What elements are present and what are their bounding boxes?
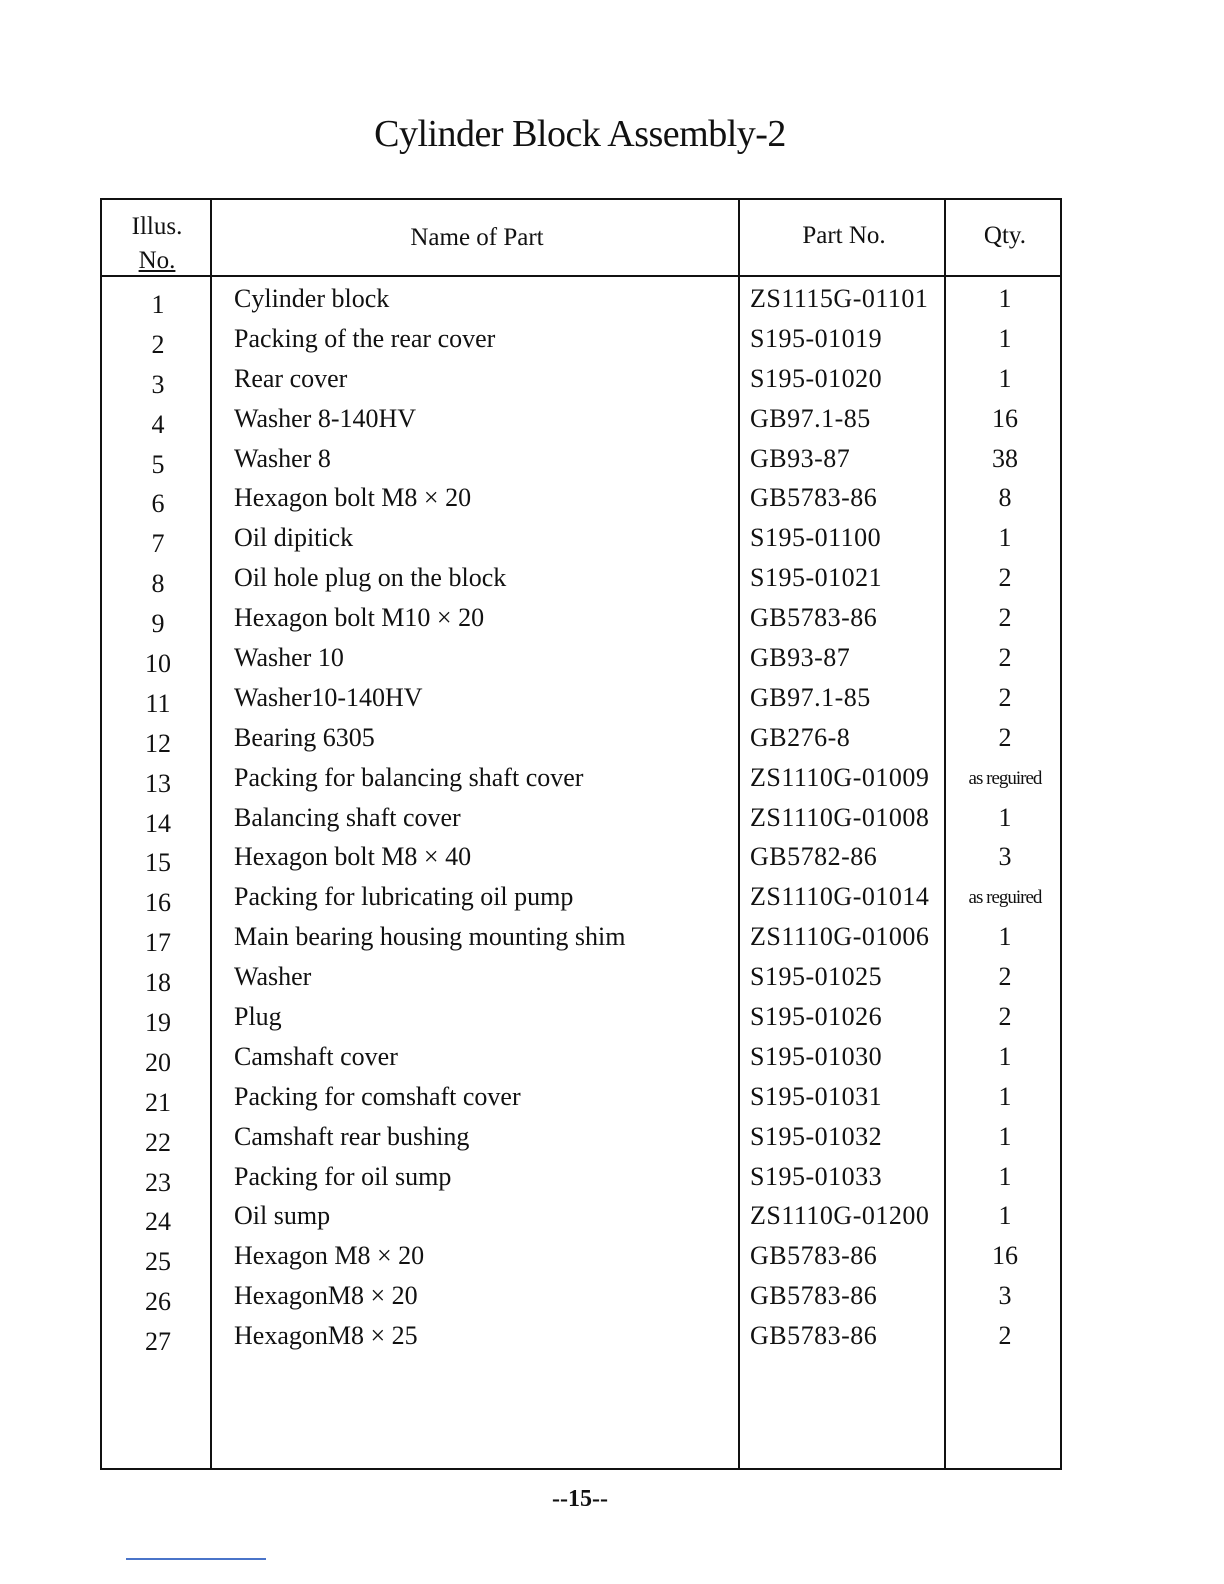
table-row bbox=[102, 918, 1060, 958]
part-name-cell: Oil dipitick bbox=[234, 523, 354, 553]
table-row bbox=[102, 958, 1060, 998]
part-number-cell: ZS1110G-01008 bbox=[750, 802, 930, 832]
part-number-cell: S195-01100 bbox=[750, 523, 882, 553]
qty-cell: 1 bbox=[998, 922, 1012, 952]
part-number-cell: S195-01031 bbox=[750, 1081, 883, 1111]
table-row bbox=[102, 719, 1060, 759]
illus-no-cell: 6 bbox=[151, 489, 165, 519]
part-name-cell: Packing of the rear cover bbox=[234, 323, 496, 353]
qty-cell: as reguired bbox=[968, 887, 1042, 909]
table-row bbox=[102, 599, 1060, 639]
qty-cell: 1 bbox=[998, 1041, 1012, 1071]
table-row bbox=[102, 878, 1060, 918]
qty-cell: 1 bbox=[998, 363, 1012, 393]
table-row bbox=[102, 479, 1060, 519]
illus-no-cell: 27 bbox=[145, 1327, 171, 1357]
part-name-cell: Bearing 6305 bbox=[234, 722, 375, 752]
part-name-cell: Balancing shaft cover bbox=[234, 802, 461, 832]
header-no-label: No. bbox=[138, 247, 176, 274]
part-name-cell: Hexagon bolt M10 × 20 bbox=[234, 603, 485, 633]
qty-cell: 1 bbox=[998, 1121, 1012, 1151]
illus-no-cell: 11 bbox=[145, 688, 171, 718]
illus-no-cell: 16 bbox=[145, 888, 171, 918]
table-row bbox=[102, 838, 1060, 878]
table-row bbox=[102, 559, 1060, 599]
parts-table bbox=[100, 198, 1062, 1470]
part-number-cell: GB93-87 bbox=[750, 643, 851, 673]
table-row bbox=[102, 320, 1060, 360]
part-name-cell: Washer 8-140HV bbox=[234, 403, 417, 433]
part-number-cell: ZS1110G-01009 bbox=[750, 762, 930, 792]
table-row bbox=[102, 440, 1060, 480]
part-number-cell: S195-01019 bbox=[750, 323, 883, 353]
table-row bbox=[102, 1118, 1060, 1158]
table-row bbox=[102, 998, 1060, 1038]
part-number-cell: GB5783-86 bbox=[750, 603, 878, 633]
table-row bbox=[102, 639, 1060, 679]
qty-cell: 1 bbox=[998, 284, 1012, 313]
part-name-cell: Rear cover bbox=[234, 363, 348, 393]
part-number-cell: S195-01021 bbox=[750, 563, 883, 593]
table-row bbox=[102, 1158, 1060, 1198]
qty-cell: 38 bbox=[992, 443, 1018, 473]
qty-cell: as reguired bbox=[968, 767, 1042, 789]
part-name-cell: Washer 10 bbox=[234, 643, 344, 673]
page-number: --15-- bbox=[552, 1486, 608, 1512]
part-name-cell: Packing for comshaft cover bbox=[234, 1081, 521, 1111]
qty-cell: 1 bbox=[998, 1201, 1012, 1231]
illus-no-cell: 20 bbox=[145, 1047, 171, 1077]
part-number-cell: ZS1110G-01006 bbox=[750, 922, 930, 952]
qty-cell: 2 bbox=[998, 603, 1012, 633]
part-number-cell: GB5783-86 bbox=[750, 1321, 878, 1351]
illus-no-cell: 1 bbox=[151, 290, 165, 319]
table-row bbox=[102, 1078, 1060, 1118]
part-number-cell: GB5783-86 bbox=[750, 1241, 878, 1271]
table-row bbox=[102, 1237, 1060, 1277]
illus-no-cell: 3 bbox=[151, 369, 165, 399]
part-number-cell: S195-01030 bbox=[750, 1041, 883, 1071]
illus-no-cell: 12 bbox=[145, 728, 171, 758]
part-number-cell: S195-01020 bbox=[750, 363, 883, 393]
illus-no-cell: 15 bbox=[145, 848, 171, 878]
table-row bbox=[102, 759, 1060, 799]
part-name-cell: Hexagon M8 × 20 bbox=[234, 1241, 425, 1271]
header-name-of-part: Name of Part bbox=[410, 224, 544, 251]
table-row bbox=[102, 400, 1060, 440]
part-name-cell: Oil sump bbox=[234, 1201, 331, 1231]
table-row bbox=[102, 360, 1060, 400]
illus-no-cell: 4 bbox=[151, 409, 165, 439]
illus-no-cell: 23 bbox=[145, 1167, 171, 1197]
illus-no-cell: 13 bbox=[145, 768, 171, 798]
part-number-cell: S195-01026 bbox=[750, 1002, 883, 1032]
qty-cell: 2 bbox=[998, 682, 1012, 712]
part-name-cell: Washer 8 bbox=[234, 443, 331, 473]
part-name-cell: Packing for lubricating oil pump bbox=[234, 882, 574, 912]
qty-cell: 1 bbox=[998, 1081, 1012, 1111]
table-row bbox=[102, 1317, 1060, 1357]
qty-cell: 1 bbox=[998, 802, 1012, 832]
illus-no-cell: 2 bbox=[151, 329, 165, 359]
qty-cell: 2 bbox=[998, 563, 1012, 593]
qty-cell: 1 bbox=[998, 323, 1012, 353]
part-name-cell: HexagonM8 × 20 bbox=[234, 1281, 418, 1311]
part-name-cell: Washer bbox=[234, 962, 312, 992]
part-number-cell: GB5782-86 bbox=[750, 842, 878, 872]
qty-cell: 2 bbox=[998, 962, 1012, 992]
part-number-cell: S195-01025 bbox=[750, 962, 883, 992]
qty-cell: 8 bbox=[998, 483, 1012, 513]
part-name-cell: HexagonM8 × 25 bbox=[234, 1321, 418, 1351]
table-row bbox=[102, 679, 1060, 719]
part-name-cell: Main bearing housing mounting shim bbox=[234, 922, 626, 952]
illus-no-cell: 17 bbox=[145, 928, 171, 958]
illus-no-cell: 22 bbox=[145, 1127, 171, 1157]
header-illus-no bbox=[102, 210, 212, 278]
part-number-cell: ZS1115G-01101 bbox=[750, 284, 929, 313]
page-title: Cylinder Block Assembly-2 bbox=[374, 113, 786, 155]
part-number-cell: ZS1110G-01014 bbox=[750, 882, 930, 912]
table-row bbox=[102, 519, 1060, 559]
part-name-cell: Camshaft rear bushing bbox=[234, 1121, 470, 1151]
part-name-cell: Washer10-140HV bbox=[234, 682, 423, 712]
table-row bbox=[102, 280, 1060, 320]
part-name-cell: Packing for oil sump bbox=[234, 1161, 452, 1191]
qty-cell: 3 bbox=[998, 842, 1012, 872]
illus-no-cell: 10 bbox=[145, 649, 171, 679]
table-row bbox=[102, 1038, 1060, 1078]
header-qty: Qty. bbox=[983, 222, 1027, 249]
part-number-cell: GB5783-86 bbox=[750, 1281, 878, 1311]
part-name-cell: Cylinder block bbox=[234, 284, 390, 313]
qty-cell: 1 bbox=[998, 1161, 1012, 1191]
footer-rule bbox=[126, 1558, 266, 1560]
part-name-cell: Oil hole plug on the block bbox=[234, 563, 507, 593]
illus-no-cell: 5 bbox=[151, 449, 165, 479]
header-illus-label: Illus. bbox=[131, 213, 183, 240]
part-number-cell: S195-01033 bbox=[750, 1161, 883, 1191]
qty-cell: 2 bbox=[998, 643, 1012, 673]
part-number-cell: GB97.1-85 bbox=[750, 682, 871, 712]
illus-no-cell: 25 bbox=[145, 1247, 171, 1277]
qty-cell: 1 bbox=[998, 523, 1012, 553]
illus-no-cell: 26 bbox=[145, 1287, 171, 1317]
qty-cell: 16 bbox=[992, 1241, 1018, 1271]
part-number-cell: ZS1110G-01200 bbox=[750, 1201, 930, 1231]
illus-no-cell: 14 bbox=[145, 808, 171, 838]
part-number-cell: GB5783-86 bbox=[750, 483, 878, 513]
illus-no-cell: 7 bbox=[151, 529, 165, 559]
qty-cell: 16 bbox=[992, 403, 1018, 433]
part-name-cell: Packing for balancing shaft cover bbox=[234, 762, 584, 792]
qty-cell: 2 bbox=[998, 1002, 1012, 1032]
table-body bbox=[102, 280, 1060, 1357]
part-number-cell: GB93-87 bbox=[750, 443, 851, 473]
qty-cell: 3 bbox=[998, 1281, 1012, 1311]
part-name-cell: Hexagon bolt M8 × 20 bbox=[234, 483, 472, 513]
part-number-cell: S195-01032 bbox=[750, 1121, 883, 1151]
illus-no-cell: 19 bbox=[145, 1008, 171, 1038]
part-name-cell: Hexagon bolt M8 × 40 bbox=[234, 842, 472, 872]
table-row bbox=[102, 1197, 1060, 1237]
qty-cell: 2 bbox=[998, 722, 1012, 752]
part-number-cell: GB97.1-85 bbox=[750, 403, 871, 433]
illus-no-cell: 8 bbox=[151, 569, 165, 599]
qty-cell: 2 bbox=[998, 1321, 1012, 1351]
part-number-cell: GB276-8 bbox=[750, 722, 851, 752]
part-name-cell: Plug bbox=[234, 1002, 282, 1032]
illus-no-cell: 21 bbox=[145, 1087, 171, 1117]
part-name-cell: Camshaft cover bbox=[234, 1041, 398, 1071]
illus-no-cell: 9 bbox=[151, 609, 165, 639]
header-divider bbox=[102, 275, 1060, 277]
table-row bbox=[102, 1277, 1060, 1317]
illus-no-cell: 24 bbox=[145, 1207, 171, 1237]
illus-no-cell: 18 bbox=[145, 968, 171, 998]
header-part-no: Part No. bbox=[802, 222, 886, 249]
table-row bbox=[102, 799, 1060, 839]
